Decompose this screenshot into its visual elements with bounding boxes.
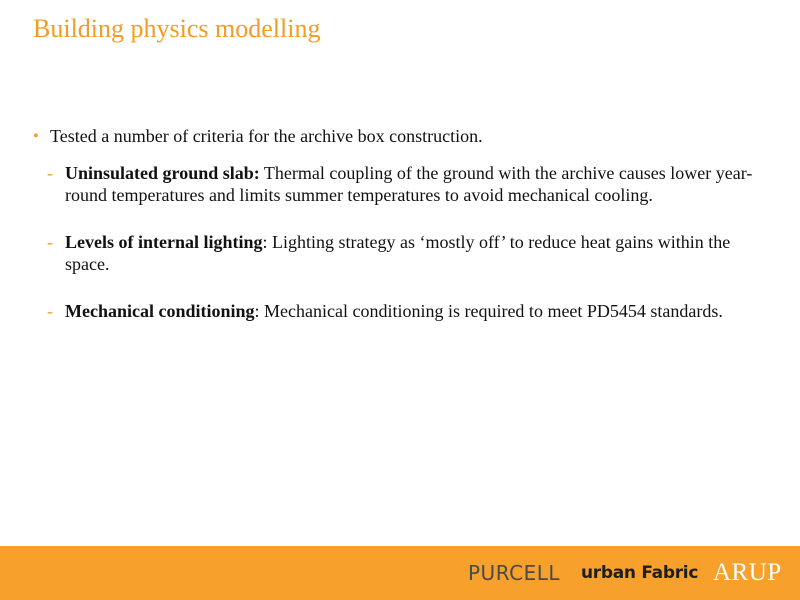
sub-bullet-text: : Lighting strategy as ‘mostly off’ to reduce heat gains within the space. — [65, 232, 731, 274]
dash-icon: - — [47, 163, 53, 183]
sub-bullet-item — [47, 232, 763, 275]
sub-bullet-item — [47, 301, 763, 323]
slide-content — [33, 125, 763, 349]
sub-bullet-text: : Mechanical conditioning is required to meet PD5454 standards. — [254, 301, 723, 321]
sub-bullet-text: Thermal coupling of the ground with the archive causes lower year-round temperatures and limits summer temperatures to avoid mechanical cooling. — [65, 163, 753, 205]
bullet-dot-icon: • — [33, 128, 39, 145]
dash-icon: - — [47, 232, 53, 252]
urban-fabric-logo: urban Fabric — [581, 563, 699, 583]
purcell-logo: PURCELL — [468, 561, 560, 585]
dash-icon: - — [47, 301, 53, 321]
sub-bullet-term: Mechanical conditioning — [65, 301, 255, 321]
slide-title: Building physics modelling — [33, 14, 321, 43]
bullet-item — [33, 125, 763, 147]
bullet-text: Tested a number of criteria for the archive box construction. — [50, 126, 483, 146]
arup-logo: ARUP — [713, 559, 782, 586]
sub-bullet-item — [47, 163, 763, 206]
sub-bullet-term: Levels of internal lighting — [65, 232, 263, 252]
footer-bar — [0, 546, 800, 600]
sub-bullet-term: Uninsulated ground slab: — [65, 163, 260, 183]
